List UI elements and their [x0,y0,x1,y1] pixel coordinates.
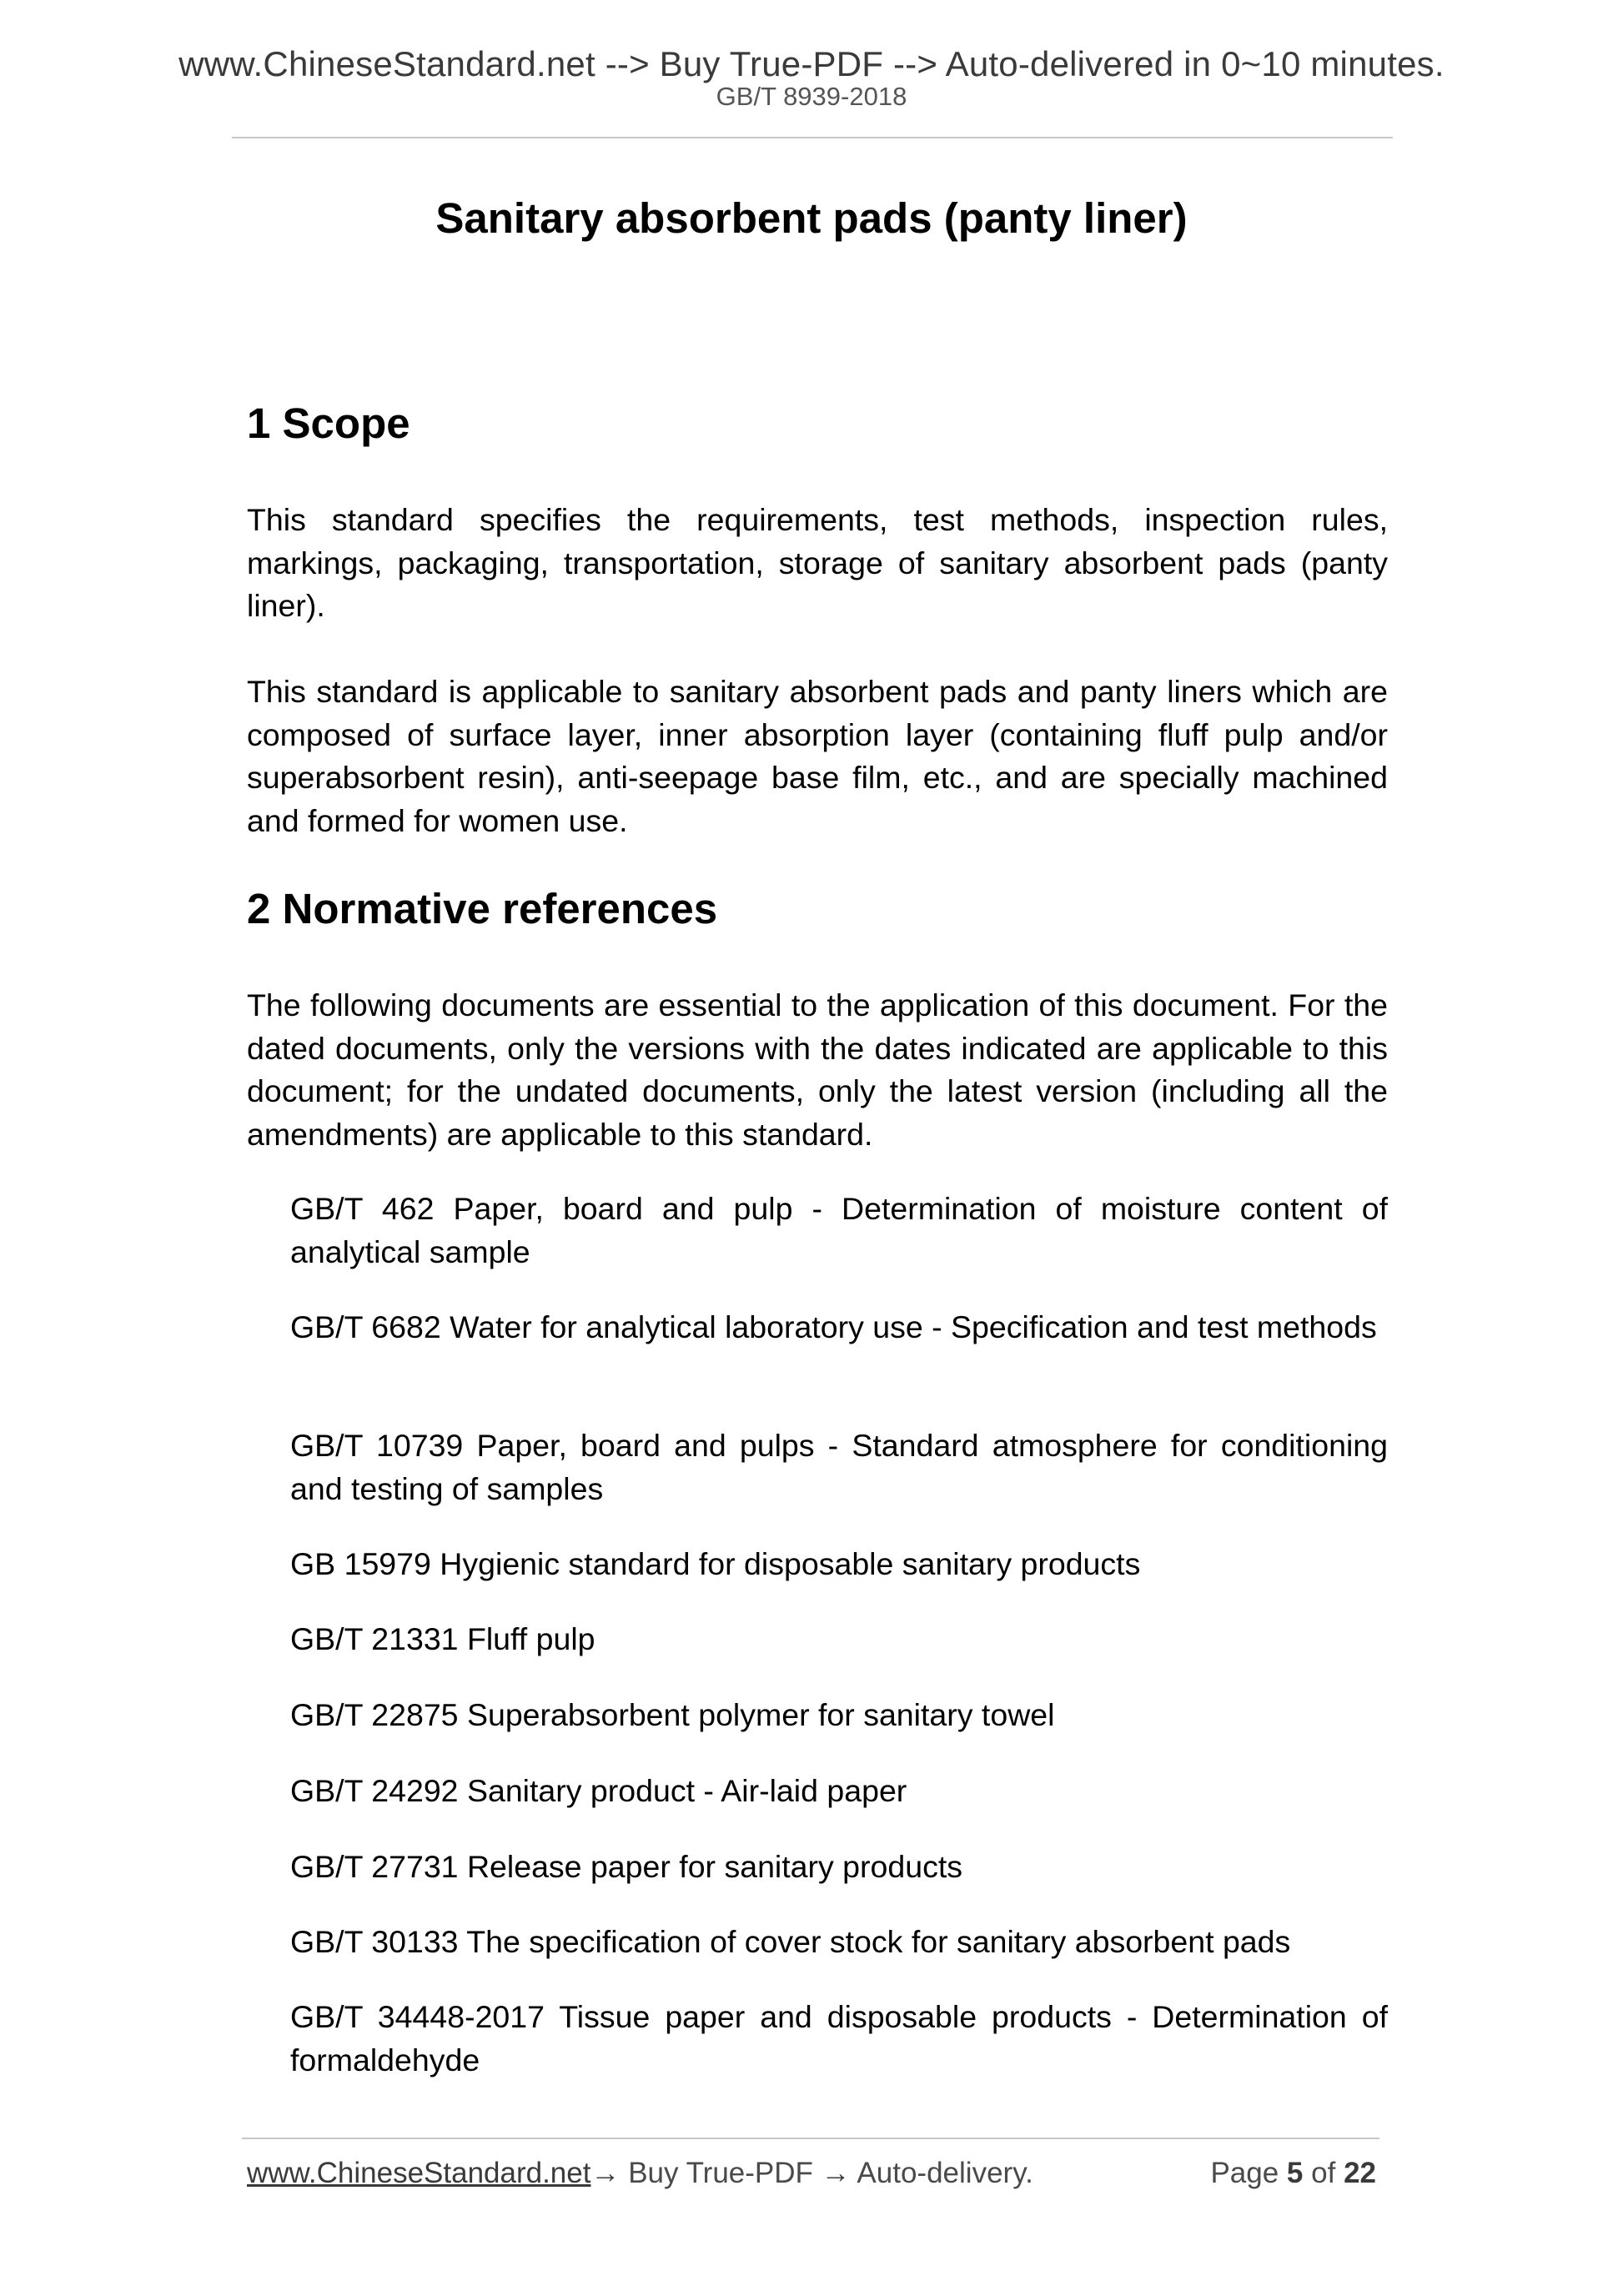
reference-item: GB/T 24292 Sanitary product - Air-laid paper [290,1773,907,1808]
scope-paragraph-1: This standard specifies the requirements, test methods, inspection rules, markings, packaging, transportation, storage of sanitary absorbent pads (panty liner). [247,502,1388,623]
footer-buy-text: Buy True-PDF [620,2157,822,2189]
section-heading-scope: 1 Scope [247,399,410,447]
page-total: 22 [1344,2157,1376,2189]
footer-arrow-icon: → [590,2157,621,2189]
scope-paragraph-2: This standard is applicable to sanitary absorbent pads and panty liners which are composed of surface layer, inner absorption layer (containing fluff pulp and/or superabsorbent resin), anti-seepage base film, etc., and are specially machined and formed for women use. [247,674,1388,838]
document-id: GB/T 8939-2018 [716,82,907,111]
header-divider [232,137,1393,138]
normative-intro-paragraph: The following documents are essential to the application of this document. For the dated documents, only the versions with the dates indicated are applicable to this document; for the undated documents, only the latest version (including all the amendments) are applicable to this standard. [247,987,1388,1152]
reference-item: GB/T 27731 Release paper for sanitary products [290,1849,963,1884]
reference-item: GB 15979 Hygienic standard for disposable sanitary products [290,1546,1141,1581]
page-footer [247,2155,1381,2192]
page-current: 5 [1286,2157,1304,2189]
reference-item: GB/T 6682 Water for analytical laboratory use - Specification and test methods [290,1309,1377,1344]
reference-item: GB/T 10739 Paper, board and pulps - Standard atmosphere for conditioning and testing of samples [290,1428,1388,1506]
reference-item: GB/T 30133 The specification of cover stock for sanitary absorbent pads [290,1924,1291,1959]
reference-item: GB/T 34448-2017 Tissue paper and disposable products - Determination of formaldehyde [290,1999,1388,2077]
page-of-label: of [1311,2157,1336,2189]
footer-site-link[interactable]: www.ChineseStandard.net [247,2157,591,2189]
page-number [1210,2155,1376,2192]
section-heading-normative-references: 2 Normative references [247,885,718,932]
reference-item: GB/T 21331 Fluff pulp [290,1621,595,1656]
reference-item: GB/T 22875 Superabsorbent polymer for sanitary towel [290,1697,1055,1732]
header-banner: www.ChineseStandard.net --> Buy True-PDF --> Auto-delivered in 0~10 minutes. [178,44,1445,83]
footer-arrow-icon: → [821,2157,851,2189]
footer-delivery-text: Auto-delivery. [850,2157,1033,2189]
footer-divider [242,2138,1379,2139]
page-label: Page [1210,2157,1279,2189]
reference-item: GB/T 462 Paper, board and pulp - Determination of moisture content of analytical sample [290,1191,1388,1269]
document-title: Sanitary absorbent pads (panty liner) [435,194,1188,242]
